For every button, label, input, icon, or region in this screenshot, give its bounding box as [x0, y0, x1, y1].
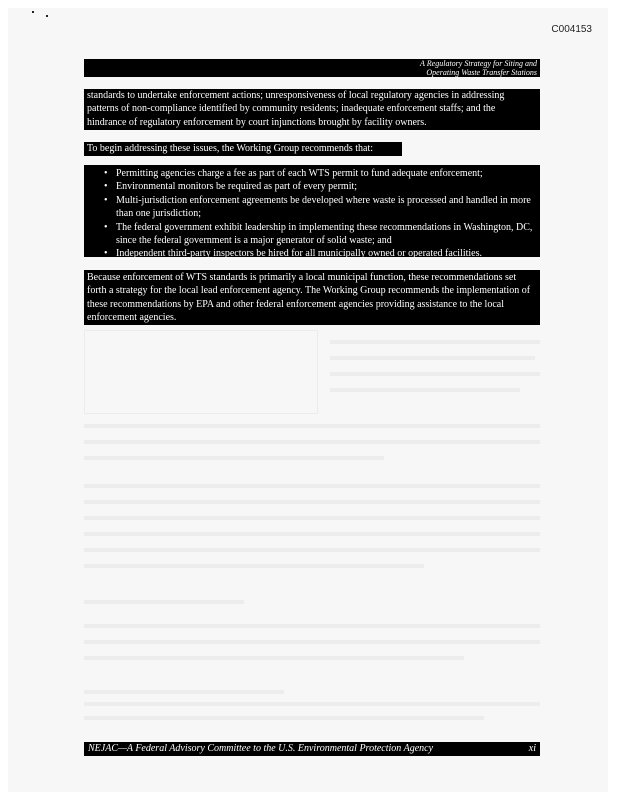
- list-item: [104, 194, 536, 221]
- faint-text-line: [84, 656, 464, 660]
- faint-text-line: [84, 702, 540, 706]
- list-item: [104, 221, 536, 248]
- list-item: [104, 167, 536, 180]
- list-item-text: Multi-jurisdiction enforcement agreements be developed where waste is processed and handled in more than one jurisdiction;: [116, 194, 531, 220]
- faint-text-line: [330, 356, 535, 360]
- bullet-icon: •: [104, 168, 108, 179]
- bullet-icon: •: [104, 248, 108, 260]
- faint-text-line: [84, 456, 384, 460]
- faint-text-line: [330, 340, 540, 344]
- faint-sidebar-box: [84, 330, 318, 414]
- faint-text-line: [84, 690, 284, 694]
- scan-speck: [46, 15, 48, 17]
- bullet-icon: •: [104, 181, 108, 193]
- faint-text-line: [84, 564, 424, 568]
- faint-text-line: [84, 532, 540, 536]
- faint-text-line: [84, 624, 540, 628]
- footer-title: NEJAC—A Federal Advisory Committee to the U.S. Environmental Protection Agency: [88, 743, 434, 754]
- list-item: [104, 247, 536, 260]
- faint-text-line: [330, 388, 520, 392]
- header-line-1: A Regulatory Strategy for Siting and: [420, 59, 537, 68]
- faint-text-line: [330, 372, 540, 376]
- page-number: xi: [528, 743, 536, 754]
- list-item-text: Independent third-party inspectors be hired for all municipally owned or operated facilities.: [116, 248, 482, 260]
- running-header: [84, 59, 540, 77]
- faint-text-line: [84, 548, 540, 552]
- paragraph-enforcement: Because enforcement of WTS standards is primarily a local municipal function, these recommendations set forth a strategy for the local lead enforcement agency. The Working Group recommends the implementation of these recommendations by EPA and other federal enforcement agencies providing assistance to the local enforcement agencies.: [84, 270, 540, 325]
- list-item: [104, 180, 536, 193]
- faint-text-line: [84, 640, 540, 644]
- faint-text-line: [84, 716, 484, 720]
- list-item-text: Environmental monitors be required as part of every permit;: [116, 181, 358, 193]
- paragraph-intro: To begin addressing these issues, the Working Group recommends that:: [84, 142, 402, 156]
- running-footer: [84, 742, 540, 756]
- list-item-text: The federal government exhibit leadership in implementing these recommendations in Washington, DC, since the federal government is a major generator of solid waste; and: [116, 221, 533, 247]
- faint-text-line: [84, 516, 540, 520]
- faint-text-line: [84, 500, 540, 504]
- document-id: C004153: [551, 24, 592, 35]
- faint-text-line: [84, 424, 540, 428]
- recommendations-list: [84, 165, 540, 260]
- faint-text-line: [84, 440, 540, 444]
- faint-text-line: [84, 484, 540, 488]
- faint-text-line: [84, 600, 244, 604]
- scan-speck: [32, 11, 34, 13]
- list-item-text: Permitting agencies charge a fee as part of each WTS permit to fund adequate enforcement;: [116, 168, 483, 179]
- bullet-icon: •: [104, 221, 108, 233]
- bullet-icon: •: [104, 194, 108, 206]
- header-line-2: Operating Waste Transfer Stations: [426, 68, 537, 77]
- paragraph-issues: standards to undertake enforcement actions; unresponsiveness of local regulatory agencies in addressing patterns of non-compliance identified by community residents; inadequate enforcement staffs; and the hindrance of regulatory enforcement by court injunctions brought by facility owners.: [84, 89, 540, 130]
